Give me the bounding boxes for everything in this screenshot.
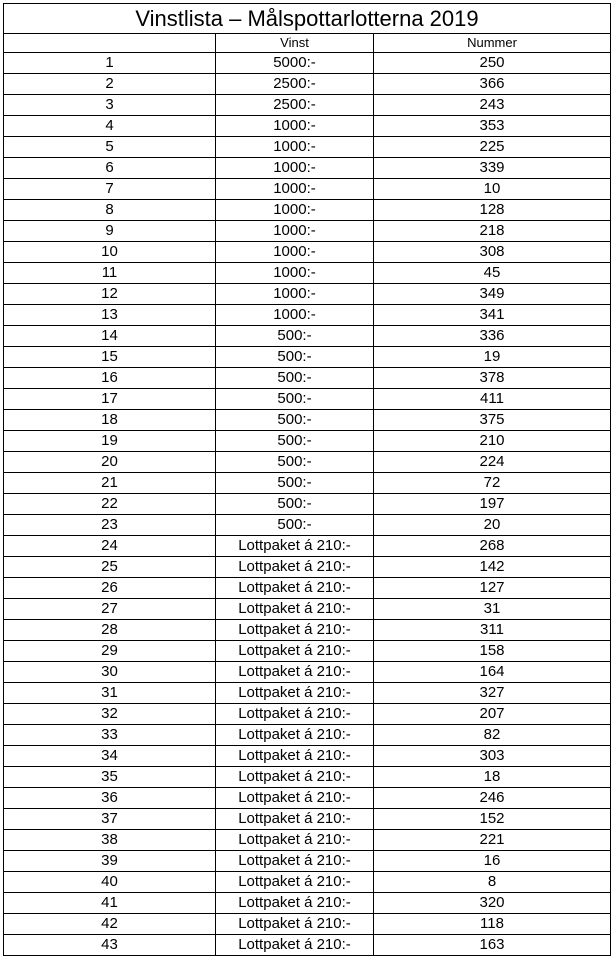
table-row xyxy=(4,725,611,746)
rank-cell: 39 xyxy=(4,851,216,872)
number-cell: 152 xyxy=(374,809,611,830)
prize-cell: 500:- xyxy=(216,389,374,410)
number-cell: 303 xyxy=(374,746,611,767)
number-cell: 341 xyxy=(374,305,611,326)
number-cell: 20 xyxy=(374,515,611,536)
rank-cell: 2 xyxy=(4,74,216,95)
prize-cell: Lottpaket á 210:- xyxy=(216,767,374,788)
number-cell: 225 xyxy=(374,137,611,158)
rank-cell: 11 xyxy=(4,263,216,284)
number-cell: 221 xyxy=(374,830,611,851)
table-row xyxy=(4,620,611,641)
rank-cell: 7 xyxy=(4,179,216,200)
number-cell: 411 xyxy=(374,389,611,410)
number-cell: 10 xyxy=(374,179,611,200)
number-cell: 353 xyxy=(374,116,611,137)
rank-cell: 24 xyxy=(4,536,216,557)
number-cell: 327 xyxy=(374,683,611,704)
number-cell: 210 xyxy=(374,431,611,452)
prize-cell: 1000:- xyxy=(216,116,374,137)
rank-cell: 22 xyxy=(4,494,216,515)
rank-cell: 13 xyxy=(4,305,216,326)
prize-cell: Lottpaket á 210:- xyxy=(216,746,374,767)
table-row xyxy=(4,158,611,179)
number-cell: 308 xyxy=(374,242,611,263)
table-row xyxy=(4,200,611,221)
table-row xyxy=(4,221,611,242)
number-cell: 142 xyxy=(374,557,611,578)
number-cell: 311 xyxy=(374,620,611,641)
column-header-vinst: Vinst xyxy=(216,34,374,53)
rank-cell: 21 xyxy=(4,473,216,494)
table-row xyxy=(4,284,611,305)
prize-cell: Lottpaket á 210:- xyxy=(216,809,374,830)
table-row xyxy=(4,137,611,158)
prize-cell: Lottpaket á 210:- xyxy=(216,662,374,683)
prize-cell: 500:- xyxy=(216,515,374,536)
prize-cell: 1000:- xyxy=(216,284,374,305)
prize-cell: Lottpaket á 210:- xyxy=(216,641,374,662)
prize-list-sheet xyxy=(3,3,610,956)
rank-cell: 16 xyxy=(4,368,216,389)
prize-table xyxy=(3,3,611,956)
number-cell: 207 xyxy=(374,704,611,725)
table-row xyxy=(4,116,611,137)
rank-cell: 37 xyxy=(4,809,216,830)
table-row xyxy=(4,851,611,872)
number-cell: 18 xyxy=(374,767,611,788)
prize-cell: 500:- xyxy=(216,347,374,368)
number-cell: 31 xyxy=(374,599,611,620)
rank-cell: 35 xyxy=(4,767,216,788)
prize-cell: Lottpaket á 210:- xyxy=(216,536,374,557)
rank-cell: 14 xyxy=(4,326,216,347)
table-row xyxy=(4,431,611,452)
number-cell: 16 xyxy=(374,851,611,872)
table-row xyxy=(4,599,611,620)
rank-cell: 10 xyxy=(4,242,216,263)
table-row xyxy=(4,389,611,410)
rank-cell: 5 xyxy=(4,137,216,158)
rank-cell: 1 xyxy=(4,53,216,74)
prize-cell: 1000:- xyxy=(216,221,374,242)
prize-cell: Lottpaket á 210:- xyxy=(216,725,374,746)
table-body xyxy=(4,53,611,956)
rank-cell: 19 xyxy=(4,431,216,452)
table-row xyxy=(4,830,611,851)
table-row xyxy=(4,452,611,473)
prize-cell: Lottpaket á 210:- xyxy=(216,683,374,704)
prize-cell: Lottpaket á 210:- xyxy=(216,599,374,620)
rank-cell: 42 xyxy=(4,914,216,935)
table-row xyxy=(4,515,611,536)
prize-cell: 5000:- xyxy=(216,53,374,74)
table-row xyxy=(4,494,611,515)
prize-cell: 500:- xyxy=(216,494,374,515)
prize-cell: 2500:- xyxy=(216,74,374,95)
number-cell: 336 xyxy=(374,326,611,347)
table-row xyxy=(4,788,611,809)
number-cell: 45 xyxy=(374,263,611,284)
table-row xyxy=(4,242,611,263)
rank-cell: 30 xyxy=(4,662,216,683)
number-cell: 250 xyxy=(374,53,611,74)
prize-cell: 1000:- xyxy=(216,137,374,158)
title-row xyxy=(4,4,611,34)
table-row xyxy=(4,536,611,557)
rank-cell: 31 xyxy=(4,683,216,704)
table-row xyxy=(4,767,611,788)
number-cell: 375 xyxy=(374,410,611,431)
rank-cell: 43 xyxy=(4,935,216,956)
number-cell: 82 xyxy=(374,725,611,746)
table-row xyxy=(4,914,611,935)
table-row xyxy=(4,935,611,956)
rank-cell: 8 xyxy=(4,200,216,221)
table-row xyxy=(4,746,611,767)
prize-cell: 500:- xyxy=(216,368,374,389)
rank-cell: 18 xyxy=(4,410,216,431)
prize-cell: 500:- xyxy=(216,431,374,452)
number-cell: 243 xyxy=(374,95,611,116)
prize-cell: 1000:- xyxy=(216,179,374,200)
rank-cell: 28 xyxy=(4,620,216,641)
prize-cell: 1000:- xyxy=(216,200,374,221)
number-cell: 339 xyxy=(374,158,611,179)
prize-cell: Lottpaket á 210:- xyxy=(216,893,374,914)
table-row xyxy=(4,641,611,662)
prize-cell: 500:- xyxy=(216,326,374,347)
number-cell: 366 xyxy=(374,74,611,95)
rank-cell: 20 xyxy=(4,452,216,473)
table-row xyxy=(4,305,611,326)
table-row xyxy=(4,893,611,914)
rank-cell: 17 xyxy=(4,389,216,410)
table-row xyxy=(4,557,611,578)
prize-cell: Lottpaket á 210:- xyxy=(216,704,374,725)
table-row xyxy=(4,368,611,389)
number-cell: 118 xyxy=(374,914,611,935)
rank-cell: 32 xyxy=(4,704,216,725)
header-row xyxy=(4,34,611,53)
prize-cell: 1000:- xyxy=(216,242,374,263)
table-row xyxy=(4,53,611,74)
rank-cell: 6 xyxy=(4,158,216,179)
prize-cell: 1000:- xyxy=(216,158,374,179)
prize-cell: Lottpaket á 210:- xyxy=(216,788,374,809)
table-row xyxy=(4,95,611,116)
table-row xyxy=(4,683,611,704)
table-row xyxy=(4,809,611,830)
prize-cell: 2500:- xyxy=(216,95,374,116)
page-title: Vinstlista – Målspottarlotterna 2019 xyxy=(4,4,611,34)
prize-cell: Lottpaket á 210:- xyxy=(216,830,374,851)
rank-cell: 36 xyxy=(4,788,216,809)
column-header-nummer: Nummer xyxy=(374,34,611,53)
rank-cell: 3 xyxy=(4,95,216,116)
prize-cell: Lottpaket á 210:- xyxy=(216,872,374,893)
table-row xyxy=(4,347,611,368)
rank-cell: 27 xyxy=(4,599,216,620)
number-cell: 164 xyxy=(374,662,611,683)
table-row xyxy=(4,704,611,725)
number-cell: 218 xyxy=(374,221,611,242)
table-row xyxy=(4,179,611,200)
prize-cell: 1000:- xyxy=(216,263,374,284)
table-row xyxy=(4,326,611,347)
rank-cell: 29 xyxy=(4,641,216,662)
table-row xyxy=(4,578,611,599)
prize-cell: 500:- xyxy=(216,452,374,473)
rank-cell: 23 xyxy=(4,515,216,536)
number-cell: 246 xyxy=(374,788,611,809)
number-cell: 72 xyxy=(374,473,611,494)
prize-cell: 500:- xyxy=(216,410,374,431)
rank-cell: 25 xyxy=(4,557,216,578)
prize-cell: Lottpaket á 210:- xyxy=(216,620,374,641)
prize-cell: Lottpaket á 210:- xyxy=(216,914,374,935)
rank-cell: 4 xyxy=(4,116,216,137)
number-cell: 8 xyxy=(374,872,611,893)
rank-cell: 26 xyxy=(4,578,216,599)
rank-cell: 12 xyxy=(4,284,216,305)
rank-cell: 33 xyxy=(4,725,216,746)
prize-cell: 500:- xyxy=(216,473,374,494)
number-cell: 158 xyxy=(374,641,611,662)
table-row xyxy=(4,410,611,431)
table-row xyxy=(4,263,611,284)
table-row xyxy=(4,662,611,683)
table-row xyxy=(4,473,611,494)
number-cell: 349 xyxy=(374,284,611,305)
prize-cell: Lottpaket á 210:- xyxy=(216,578,374,599)
rank-cell: 41 xyxy=(4,893,216,914)
rank-cell: 40 xyxy=(4,872,216,893)
table-row xyxy=(4,872,611,893)
rank-cell: 9 xyxy=(4,221,216,242)
column-header-rank xyxy=(4,34,216,53)
prize-cell: 1000:- xyxy=(216,305,374,326)
rank-cell: 38 xyxy=(4,830,216,851)
number-cell: 224 xyxy=(374,452,611,473)
number-cell: 19 xyxy=(374,347,611,368)
number-cell: 197 xyxy=(374,494,611,515)
number-cell: 378 xyxy=(374,368,611,389)
rank-cell: 15 xyxy=(4,347,216,368)
prize-cell: Lottpaket á 210:- xyxy=(216,851,374,872)
rank-cell: 34 xyxy=(4,746,216,767)
number-cell: 127 xyxy=(374,578,611,599)
table-row xyxy=(4,74,611,95)
number-cell: 320 xyxy=(374,893,611,914)
prize-cell: Lottpaket á 210:- xyxy=(216,935,374,956)
number-cell: 268 xyxy=(374,536,611,557)
prize-cell: Lottpaket á 210:- xyxy=(216,557,374,578)
number-cell: 128 xyxy=(374,200,611,221)
number-cell: 163 xyxy=(374,935,611,956)
